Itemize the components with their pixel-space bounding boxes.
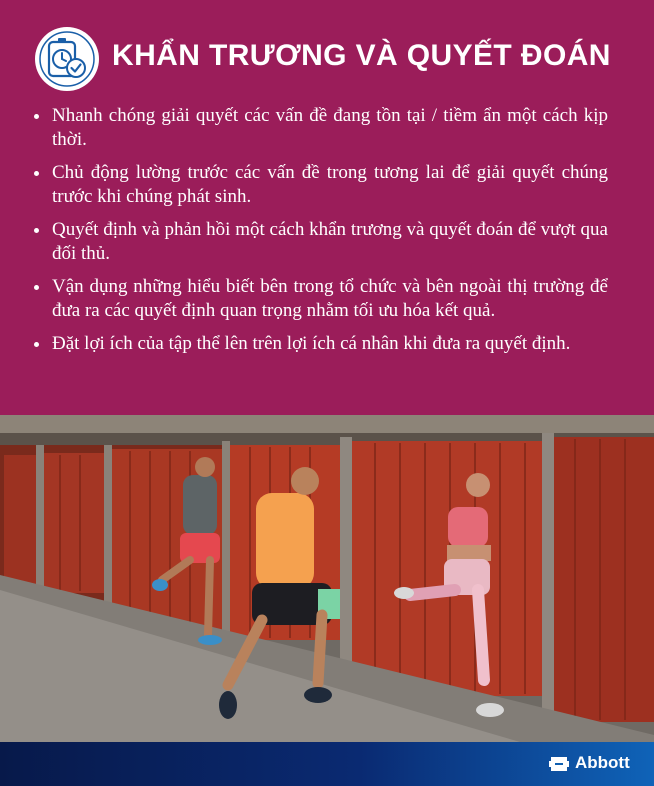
list-item-text: Chủ động lường trước các vấn đề trong tương lai để giải quyết chúng trước khi chúng phát sinh. — [52, 162, 608, 207]
page-title: KHẨN TRƯƠNG VÀ QUYẾT ĐOÁN — [112, 39, 611, 72]
bullet-dot-icon — [34, 228, 39, 233]
bullet-list — [30, 104, 608, 365]
list-item-text: Đặt lợi ích của tập thể lên trên lợi ích cá nhân khi đưa ra quyết định. — [52, 333, 571, 354]
list-item — [30, 275, 608, 323]
list-item-text: Vận dụng những hiểu biết bên trong tổ chức và bên ngoài thị trường để đưa ra các quyết định quan trọng nhằm tối ưu hóa kết quả. — [52, 276, 608, 321]
list-item — [30, 104, 608, 152]
list-item — [30, 161, 608, 209]
abbott-logo-icon — [549, 755, 569, 773]
list-item — [30, 218, 608, 266]
runners-photo — [0, 415, 654, 742]
bullet-dot-icon — [34, 285, 39, 290]
list-item-text: Nhanh chóng giải quyết các vấn đề đang tồn tại / tiềm ẩn một cách kịp thời. — [52, 105, 608, 150]
bullet-dot-icon — [34, 342, 39, 347]
list-item-text: Quyết định và phản hồi một cách khẩn trương và quyết đoán để vượt qua đối thủ. — [52, 219, 608, 264]
list-item — [30, 332, 608, 356]
brand-name: Abbott — [575, 753, 630, 772]
bullet-dot-icon — [34, 171, 39, 176]
bullet-dot-icon — [34, 114, 39, 119]
footer — [0, 742, 654, 786]
clock-check-icon — [35, 27, 99, 91]
